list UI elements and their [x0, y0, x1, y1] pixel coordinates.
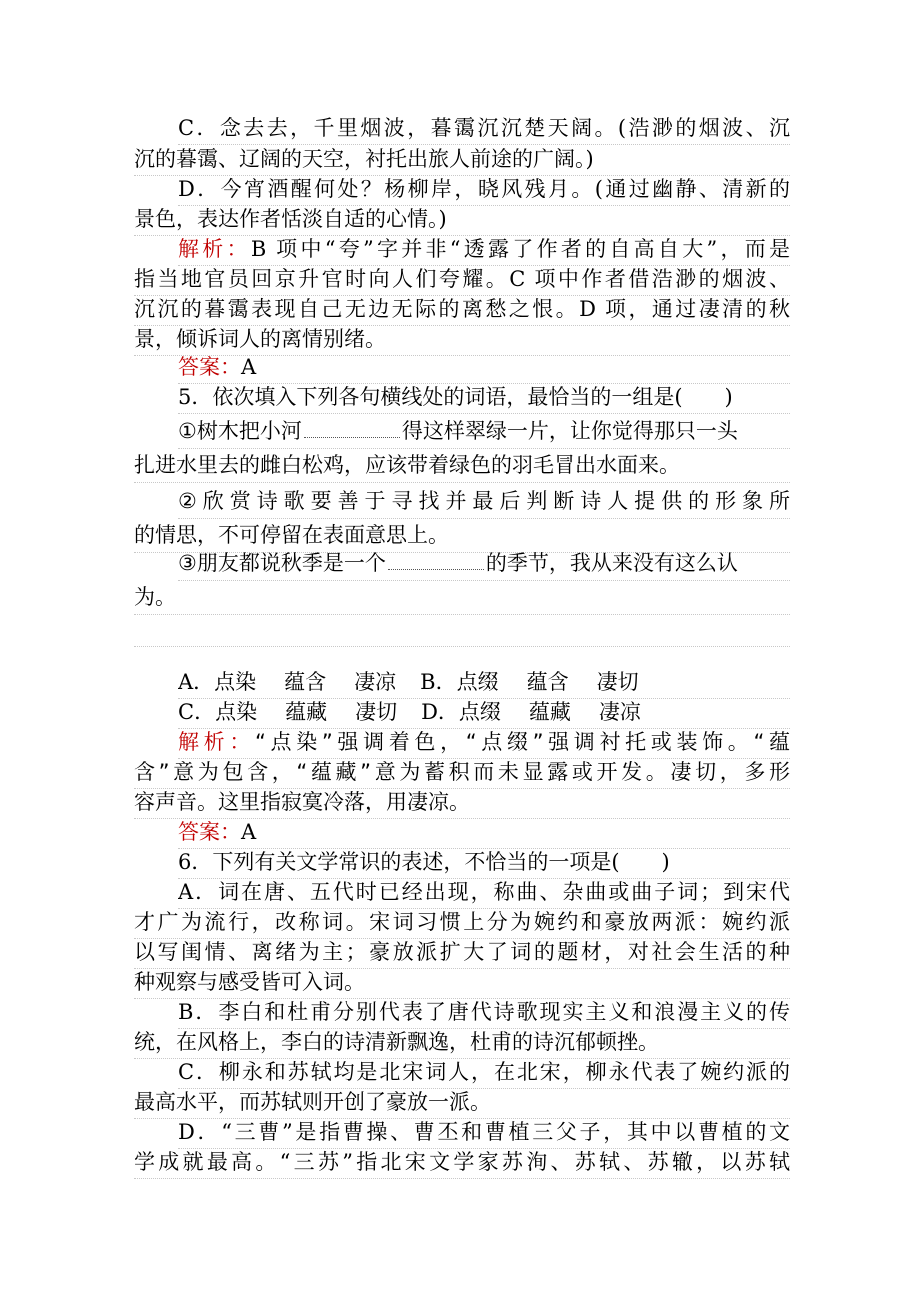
q5-sentence-2-line-2: 的情思，不可停留在表面意思上。 [134, 518, 790, 553]
q5-analysis-line-2: 含”意为包含，“蕴藏”意为蓄积而未显露或开发。凄切，多形 [134, 756, 790, 789]
q5-options-row-1 [178, 666, 790, 699]
q5-sentence-3-line-2: 为。 [134, 580, 790, 615]
answer-label: 答案： [178, 820, 241, 844]
q6-option-a-line-1: A．词在唐、五代时已经出现，称曲、杂曲或曲子词；到宋代 [178, 876, 790, 909]
q6-option-a-line-4: 种观察与感受皆可入词。 [134, 966, 790, 999]
option-c-label: C．点染 [178, 700, 258, 724]
q5-sentence-1 [178, 414, 790, 449]
q6-option-d-line-2: 学成就最高。“三苏”指北宋文学家苏洵、苏轼、苏辙，以苏轼 [134, 1146, 790, 1179]
question-5-stem: 5．依次填入下列各句横线处的词语，最恰当的一组是( ) [178, 381, 790, 414]
spacer-line [134, 614, 790, 647]
answer-label: 答案： [178, 355, 241, 379]
option-d-line-1: D．今宵酒醒何处？杨柳岸，晓风残月。(通过幽静、清新的 [178, 173, 790, 206]
q5-sentence-3 [178, 546, 790, 581]
q5-s3-part1: ③朋友都说秋季是一个 [178, 551, 386, 575]
question-6-stem: 6．下列有关文学常识的表述，不恰当的一项是( ) [178, 846, 790, 879]
answer-value: A [241, 820, 257, 844]
option-a-word-3: 凄凉 [354, 670, 397, 694]
option-c-line-1: C．念去去，千里烟波，暮霭沉沉楚天阔。(浩渺的烟波、沉 [178, 112, 790, 145]
q5-sentence-1-line-2: 扎进水里去的雌白松鸡，应该带着绿色的羽毛冒出水面来。 [134, 448, 790, 483]
option-b-word-3: 凄切 [596, 670, 639, 694]
option-d-label: D．点缀 [421, 700, 501, 724]
analysis-label: 解析： [178, 730, 255, 754]
analysis-line-3: 沉沉的暮霭表现自己无边无际的离愁之恨。D 项，通过凄清的秋 [134, 293, 790, 326]
option-d-word-2: 蕴藏 [528, 700, 571, 724]
q6-option-b-line-2: 统，在风格上，李白的诗清新飘逸，杜甫的诗沉郁顿挫。 [134, 1026, 790, 1059]
analysis-text: B 项中“夸”字并非“透露了作者的自高自大”，而是 [250, 237, 790, 261]
analysis-paragraph [178, 233, 790, 266]
analysis-line-4: 景，倾诉词人的离情别绪。 [134, 323, 790, 356]
q5-s3-part2: 的季节，我从来没有这么认 [485, 551, 738, 575]
option-d-line-2: 景色，表达作者恬淡自适的心情。) [134, 203, 790, 236]
q5-sentence-2: ②欣赏诗歌要善于寻找并最后判断诗人提供的形象所 [178, 484, 790, 519]
option-b-label: B．点缀 [420, 670, 499, 694]
q5-s1-part2: 得这样翠绿一片，让你觉得那只一头 [401, 419, 738, 443]
answer [178, 351, 790, 384]
option-d-word-3: 凄凉 [598, 700, 641, 724]
q5-answer [178, 816, 790, 849]
q6-option-d-line-1: D．“三曹”是指曹操、曹丕和曹植三父子，其中以曹植的文 [178, 1116, 790, 1149]
option-c-line-2: 沉的暮霭、辽阔的天空，衬托出旅人前途的广阔。) [134, 143, 790, 176]
option-c-word-3: 凄切 [355, 700, 398, 724]
option-b-word-2: 蕴含 [526, 670, 569, 694]
option-a-label: A．点染 [178, 670, 257, 694]
analysis-text: “点染”强调着色，“点缀”强调衬托或装饰。“蕴 [255, 730, 790, 754]
blank-3 [388, 549, 484, 570]
q6-option-c-line-1: C．柳永和苏轼均是北宋词人，在北宋，柳永代表了婉约派的 [178, 1056, 790, 1089]
answer-value: A [241, 355, 257, 379]
q5-options-row-2 [178, 696, 790, 729]
option-c-word-2: 蕴藏 [285, 700, 328, 724]
q5-analysis-line-3: 容声音。这里指寂寞冷落，用凄凉。 [134, 786, 790, 819]
q6-option-a-line-2: 才广为流行，改称词。宋词习惯上分为婉约和豪放两派：婉约派 [134, 906, 790, 939]
q6-option-c-line-2: 最高水平，而苏轼则开创了豪放一派。 [134, 1086, 790, 1119]
analysis-label: 解析： [178, 237, 251, 261]
q5-s1-part1: ①树木把小河 [178, 419, 302, 443]
blank-1 [304, 417, 400, 438]
option-a-word-2: 蕴含 [284, 670, 327, 694]
q6-option-a-line-3: 以写闺情、离绪为主；豪放派扩大了词的题材，对社会生活的种 [134, 936, 790, 969]
q5-analysis [178, 726, 790, 759]
q6-option-b-line-1: B．李白和杜甫分别代表了唐代诗歌现实主义和浪漫主义的传 [178, 996, 790, 1029]
analysis-line-2: 指当地官员回京升官时向人们夸耀。C 项中作者借浩渺的烟波、 [134, 263, 790, 296]
